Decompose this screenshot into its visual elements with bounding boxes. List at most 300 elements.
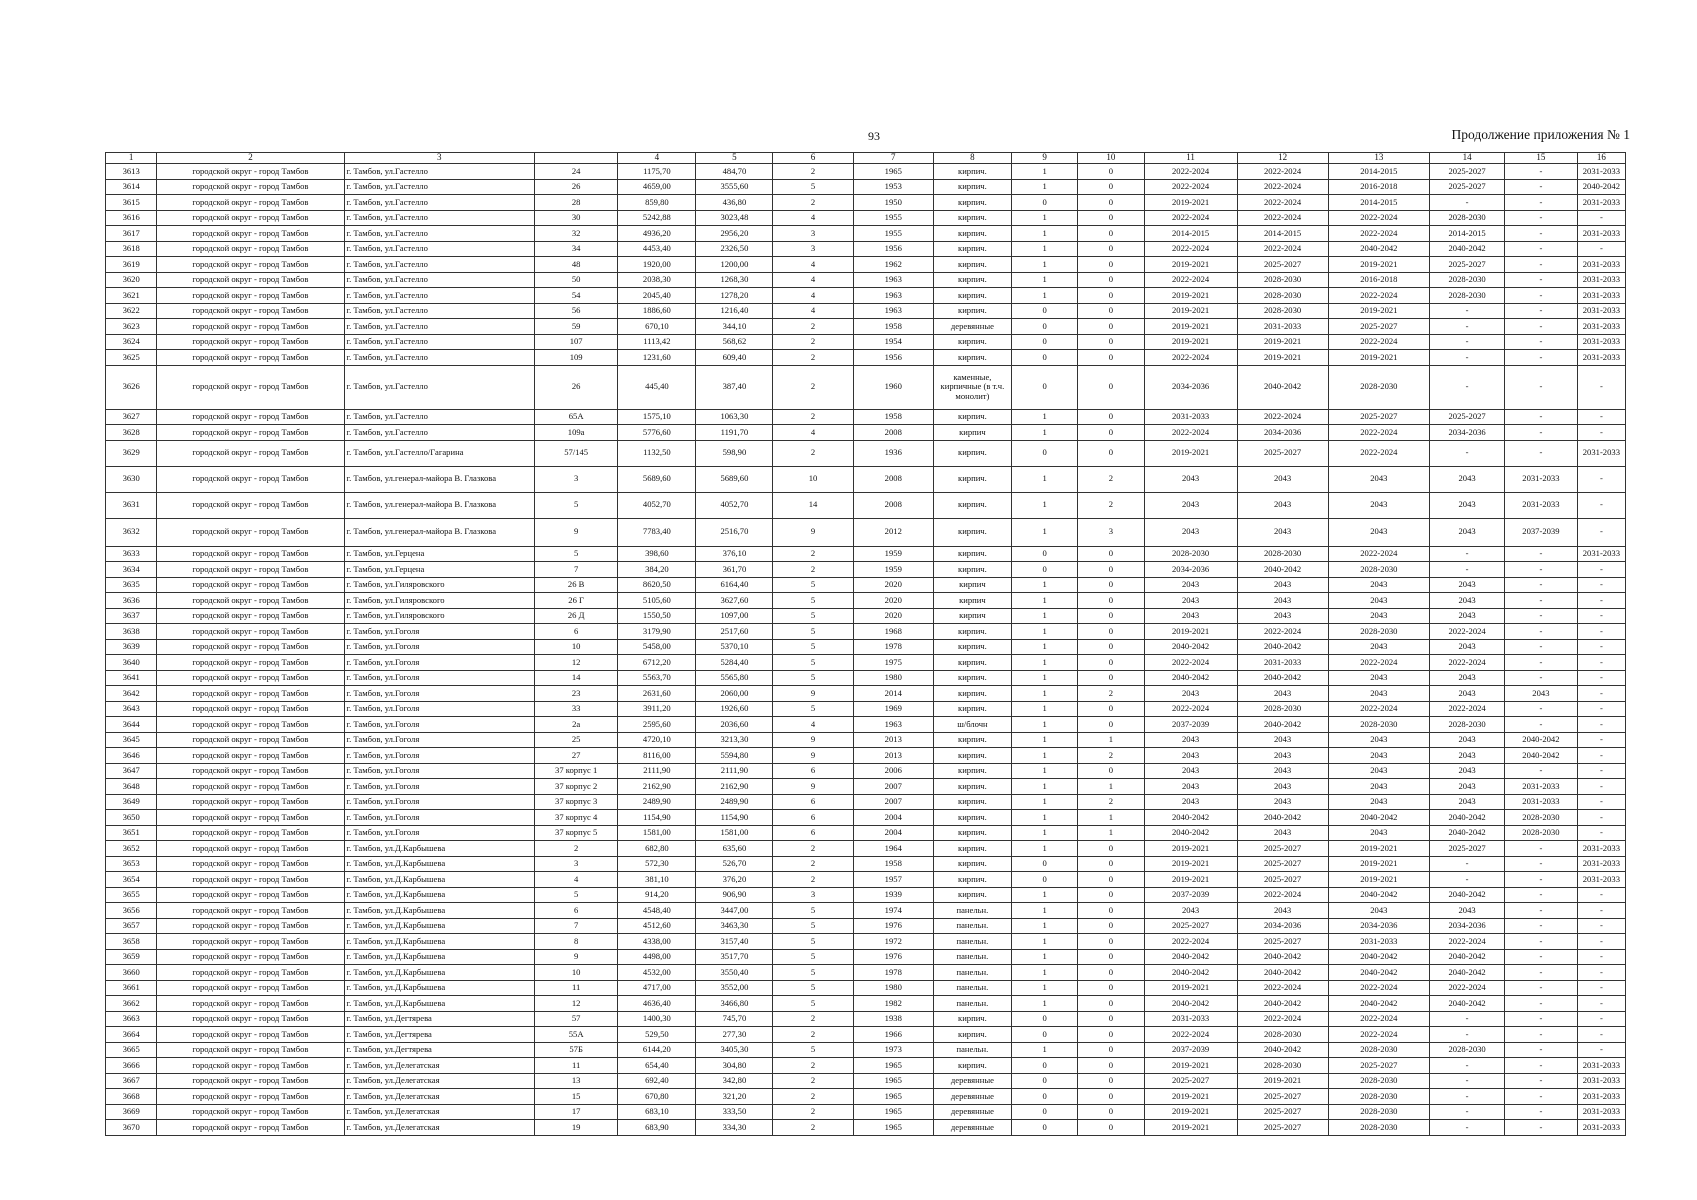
col-14-cell: 2034-2036 [1430,918,1505,934]
build-year-cell: 1969 [853,701,933,717]
col-13-cell: 2028-2030 [1328,624,1430,640]
floors-cell: 5 [773,934,853,950]
col-11-cell: 2034-2036 [1144,365,1237,409]
living-area-cell: 2162,90 [696,779,773,795]
row-number-cell: 3658 [106,934,157,950]
floors-cell: 2 [773,350,853,366]
col-10-cell: 0 [1078,639,1144,655]
build-year-cell: 2020 [853,577,933,593]
column-number-header: 12 [1237,153,1328,164]
build-year-cell: 1966 [853,1027,933,1043]
municipality-cell: городской округ - город Тамбов [157,288,344,304]
table-row [106,179,1626,195]
address-cell: г. Тамбов, ул.Д.Карбышева [344,872,534,888]
living-area-cell: 3463,30 [696,918,773,934]
address-cell: г. Тамбов, ул.Дегтярева [344,1011,534,1027]
col-14-cell: 2028-2030 [1430,717,1505,733]
col-16-cell: 2031-2033 [1577,334,1625,350]
total-area-cell: 5776,60 [618,425,696,441]
col-16-cell: 2031-2033 [1577,272,1625,288]
floors-cell: 2 [773,164,853,180]
house-number-cell: 57/145 [534,440,617,466]
house-number-cell: 65А [534,409,617,425]
build-year-cell: 2014 [853,686,933,702]
col-15-cell: 2040-2042 [1505,732,1578,748]
house-number-cell: 11 [534,980,617,996]
col-15-cell: - [1505,887,1578,903]
column-number-header: 15 [1505,153,1578,164]
col-12-cell: 2040-2042 [1237,1042,1328,1058]
col-10-cell: 0 [1078,1042,1144,1058]
col-10-cell: 2 [1078,748,1144,764]
row-number-cell: 3640 [106,655,157,671]
col-11-cell: 2040-2042 [1144,810,1237,826]
col-15-cell: - [1505,701,1578,717]
col-11-cell: 2019-2021 [1144,856,1237,872]
floors-cell: 2 [773,1011,853,1027]
house-number-cell: 7 [534,562,617,578]
table-row [106,492,1626,518]
wall-material-cell: кирпич. [933,887,1011,903]
wall-material-cell: кирпич. [933,492,1011,518]
col-9-cell: 0 [1011,1089,1077,1105]
row-number-cell: 3630 [106,466,157,492]
address-cell: г. Тамбов, ул.Гиляровского [344,608,534,624]
table-row [106,195,1626,211]
total-area-cell: 4659,00 [618,179,696,195]
col-16-cell: 2031-2033 [1577,1120,1625,1136]
house-number-cell: 26 Г [534,593,617,609]
col-13-cell: 2022-2024 [1328,980,1430,996]
floors-cell: 2 [773,440,853,466]
wall-material-cell: деревянные [933,1089,1011,1105]
col-14-cell: 2040-2042 [1430,810,1505,826]
address-cell: г. Тамбов, ул.Гастелло [344,303,534,319]
col-14-cell: 2043 [1430,466,1505,492]
floors-cell: 3 [773,226,853,242]
col-10-cell: 0 [1078,303,1144,319]
municipality-cell: городской округ - город Тамбов [157,810,344,826]
col-9-cell: 1 [1011,841,1077,857]
col-13-cell: 2043 [1328,794,1430,810]
col-15-cell: - [1505,934,1578,950]
wall-material-cell: кирпич. [933,350,1011,366]
floors-cell: 5 [773,965,853,981]
total-area-cell: 4717,00 [618,980,696,996]
living-area-cell: 321,20 [696,1089,773,1105]
municipality-cell: городской округ - город Тамбов [157,546,344,562]
municipality-cell: городской округ - город Тамбов [157,272,344,288]
col-11-cell: 2040-2042 [1144,670,1237,686]
build-year-cell: 1959 [853,546,933,562]
municipality-cell: городской округ - город Тамбов [157,1120,344,1136]
col-12-cell: 2019-2021 [1237,1073,1328,1089]
col-13-cell: 2040-2042 [1328,887,1430,903]
house-number-cell: 28 [534,195,617,211]
row-number-cell: 3652 [106,841,157,857]
col-13-cell: 2043 [1328,518,1430,546]
col-11-cell: 2043 [1144,492,1237,518]
living-area-cell: 1278,20 [696,288,773,304]
build-year-cell: 1963 [853,272,933,288]
col-15-cell: - [1505,841,1578,857]
col-10-cell: 0 [1078,887,1144,903]
col-16-cell: - [1577,365,1625,409]
total-area-cell: 445,40 [618,365,696,409]
col-10-cell: 0 [1078,856,1144,872]
row-number-cell: 3660 [106,965,157,981]
col-14-cell: 2043 [1430,732,1505,748]
build-year-cell: 2007 [853,779,933,795]
col-15-cell: - [1505,241,1578,257]
column-number-header: 11 [1144,153,1237,164]
table-row [106,546,1626,562]
col-15-cell: - [1505,1104,1578,1120]
row-number-cell: 3637 [106,608,157,624]
col-15-cell: 2028-2030 [1505,810,1578,826]
col-9-cell: 1 [1011,763,1077,779]
table-row [106,350,1626,366]
house-number-cell: 9 [534,949,617,965]
municipality-cell: городской округ - город Тамбов [157,1058,344,1074]
house-number-cell: 59 [534,319,617,335]
living-area-cell: 3550,40 [696,965,773,981]
row-number-cell: 3650 [106,810,157,826]
build-year-cell: 1968 [853,624,933,640]
address-cell: г. Тамбов, ул.Гоголя [344,701,534,717]
col-10-cell: 1 [1078,779,1144,795]
address-cell: г. Тамбов, ул.Д.Карбышева [344,965,534,981]
col-11-cell: 2043 [1144,518,1237,546]
total-area-cell: 1886,60 [618,303,696,319]
col-11-cell: 2040-2042 [1144,825,1237,841]
col-12-cell: 2043 [1237,492,1328,518]
col-12-cell: 2043 [1237,794,1328,810]
col-9-cell: 1 [1011,794,1077,810]
municipality-cell: городской округ - город Тамбов [157,763,344,779]
address-cell: г. Тамбов, ул.Делегатская [344,1058,534,1074]
col-9-cell: 1 [1011,210,1077,226]
col-13-cell: 2028-2030 [1328,562,1430,578]
col-12-cell: 2043 [1237,518,1328,546]
col-10-cell: 0 [1078,195,1144,211]
col-15-cell: 2031-2033 [1505,779,1578,795]
build-year-cell: 1965 [853,164,933,180]
col-14-cell: - [1430,195,1505,211]
col-14-cell: 2028-2030 [1430,272,1505,288]
col-12-cell: 2043 [1237,466,1328,492]
col-10-cell: 0 [1078,872,1144,888]
row-number-cell: 3635 [106,577,157,593]
table-row [106,639,1626,655]
col-11-cell: 2014-2015 [1144,226,1237,242]
wall-material-cell: кирпич [933,425,1011,441]
col-16-cell: 2031-2033 [1577,1058,1625,1074]
total-area-cell: 1581,00 [618,825,696,841]
row-number-cell: 3623 [106,319,157,335]
municipality-cell: городской округ - город Тамбов [157,1011,344,1027]
total-area-cell: 4338,00 [618,934,696,950]
table-row [106,624,1626,640]
col-12-cell: 2019-2021 [1237,350,1328,366]
municipality-cell: городской округ - город Тамбов [157,965,344,981]
total-area-cell: 5105,60 [618,593,696,609]
col-10-cell: 0 [1078,1027,1144,1043]
col-10-cell: 0 [1078,980,1144,996]
house-number-cell: 12 [534,996,617,1012]
floors-cell: 9 [773,748,853,764]
address-cell: г. Тамбов, ул.Гастелло [344,334,534,350]
col-13-cell: 2028-2030 [1328,1120,1430,1136]
build-year-cell: 1973 [853,1042,933,1058]
municipality-cell: городской округ - город Тамбов [157,794,344,810]
floors-cell: 2 [773,856,853,872]
col-9-cell: 1 [1011,288,1077,304]
floors-cell: 2 [773,1073,853,1089]
col-13-cell: 2022-2024 [1328,1011,1430,1027]
col-12-cell: 2025-2027 [1237,1089,1328,1105]
wall-material-cell: кирпич. [933,440,1011,466]
col-11-cell: 2019-2021 [1144,257,1237,273]
build-year-cell: 1976 [853,918,933,934]
row-number-cell: 3615 [106,195,157,211]
living-area-cell: 526,70 [696,856,773,872]
col-13-cell: 2019-2021 [1328,856,1430,872]
table-row [106,257,1626,273]
house-number-cell: 24 [534,164,617,180]
municipality-cell: городской округ - город Тамбов [157,980,344,996]
build-year-cell: 1980 [853,670,933,686]
col-14-cell: 2043 [1430,593,1505,609]
row-number-cell: 3639 [106,639,157,655]
column-number-header: 3 [344,153,534,164]
col-9-cell: 1 [1011,701,1077,717]
col-14-cell: - [1430,303,1505,319]
col-15-cell: - [1505,210,1578,226]
build-year-cell: 1963 [853,288,933,304]
address-cell: г. Тамбов, ул.Гиляровского [344,593,534,609]
col-12-cell: 2043 [1237,825,1328,841]
col-10-cell: 0 [1078,841,1144,857]
build-year-cell: 2008 [853,425,933,441]
col-10-cell: 0 [1078,365,1144,409]
wall-material-cell: кирпич. [933,639,1011,655]
col-11-cell: 2043 [1144,732,1237,748]
living-area-cell: 333,50 [696,1104,773,1120]
wall-material-cell: кирпич [933,608,1011,624]
col-15-cell: - [1505,562,1578,578]
wall-material-cell: кирпич. [933,794,1011,810]
address-cell: г. Тамбов, ул.Гастелло [344,365,534,409]
address-cell: г. Тамбов, ул.Гоголя [344,655,534,671]
col-14-cell: 2040-2042 [1430,996,1505,1012]
col-14-cell: - [1430,856,1505,872]
address-cell: г. Тамбов, ул.Д.Карбышева [344,949,534,965]
table-row [106,949,1626,965]
floors-cell: 5 [773,996,853,1012]
wall-material-cell: кирпич. [933,686,1011,702]
municipality-cell: городской округ - город Тамбов [157,466,344,492]
col-16-cell: - [1577,980,1625,996]
col-14-cell: 2022-2024 [1430,624,1505,640]
col-14-cell: 2025-2027 [1430,841,1505,857]
address-cell: г. Тамбов, ул.Гастелло [344,288,534,304]
col-15-cell: - [1505,593,1578,609]
row-number-cell: 3633 [106,546,157,562]
col-9-cell: 1 [1011,810,1077,826]
wall-material-cell: кирпич. [933,562,1011,578]
municipality-cell: городской округ - город Тамбов [157,593,344,609]
col-10-cell: 0 [1078,918,1144,934]
build-year-cell: 1976 [853,949,933,965]
col-14-cell: 2040-2042 [1430,949,1505,965]
total-area-cell: 5563,70 [618,670,696,686]
wall-material-cell: кирпич. [933,825,1011,841]
col-9-cell: 0 [1011,319,1077,335]
floors-cell: 2 [773,1104,853,1120]
municipality-cell: городской округ - город Тамбов [157,841,344,857]
total-area-cell: 2595,60 [618,717,696,733]
build-year-cell: 1965 [853,1058,933,1074]
build-year-cell: 1965 [853,1073,933,1089]
address-cell: г. Тамбов, ул.Гастелло [344,350,534,366]
municipality-cell: городской округ - город Тамбов [157,164,344,180]
total-area-cell: 1113,42 [618,334,696,350]
col-12-cell: 2028-2030 [1237,546,1328,562]
col-11-cell: 2043 [1144,903,1237,919]
table-row [106,164,1626,180]
house-number-cell: 37 корпус 3 [534,794,617,810]
municipality-cell: городской округ - город Тамбов [157,425,344,441]
housing-table [105,152,1626,1136]
col-10-cell: 0 [1078,425,1144,441]
total-area-cell: 692,40 [618,1073,696,1089]
total-area-cell: 529,50 [618,1027,696,1043]
col-14-cell: 2043 [1430,608,1505,624]
living-area-cell: 2111,90 [696,763,773,779]
floors-cell: 2 [773,546,853,562]
col-13-cell: 2028-2030 [1328,1042,1430,1058]
column-number-header: 8 [933,153,1011,164]
col-10-cell: 0 [1078,272,1144,288]
build-year-cell: 1955 [853,226,933,242]
house-number-cell: 4 [534,872,617,888]
wall-material-cell: кирпич. [933,655,1011,671]
house-number-cell: 32 [534,226,617,242]
appendix-label: Продолжение приложения № 1 [1451,127,1630,142]
wall-material-cell: кирпич. [933,624,1011,640]
wall-material-cell: панельн. [933,934,1011,950]
col-16-cell: 2031-2033 [1577,546,1625,562]
address-cell: г. Тамбов, ул.Гастелло [344,179,534,195]
col-10-cell: 1 [1078,825,1144,841]
col-14-cell: - [1430,365,1505,409]
col-11-cell: 2019-2021 [1144,440,1237,466]
address-cell: г. Тамбов, ул.Дегтярева [344,1042,534,1058]
wall-material-cell: кирпич. [933,763,1011,779]
col-12-cell: 2040-2042 [1237,639,1328,655]
municipality-cell: городской округ - город Тамбов [157,934,344,950]
total-area-cell: 670,80 [618,1089,696,1105]
col-15-cell: - [1505,303,1578,319]
col-11-cell: 2025-2027 [1144,1073,1237,1089]
col-14-cell: - [1430,1027,1505,1043]
total-area-cell: 3179,90 [618,624,696,640]
house-number-cell: 109 [534,350,617,366]
col-10-cell: 0 [1078,241,1144,257]
col-14-cell: - [1430,1011,1505,1027]
col-11-cell: 2037-2039 [1144,887,1237,903]
wall-material-cell: кирпич. [933,732,1011,748]
municipality-cell: городской округ - город Тамбов [157,440,344,466]
col-9-cell: 1 [1011,934,1077,950]
municipality-cell: городской округ - город Тамбов [157,562,344,578]
col-13-cell: 2028-2030 [1328,717,1430,733]
living-area-cell: 3405,30 [696,1042,773,1058]
living-area-cell: 1268,30 [696,272,773,288]
house-number-cell: 26 [534,365,617,409]
col-14-cell: - [1430,1089,1505,1105]
col-16-cell: 2031-2033 [1577,841,1625,857]
address-cell: г. Тамбов, ул.Д.Карбышева [344,887,534,903]
table-row [106,562,1626,578]
table-row [106,655,1626,671]
col-13-cell: 2028-2030 [1328,1073,1430,1089]
address-cell: г. Тамбов, ул.Гиляровского [344,577,534,593]
house-number-cell: 37 корпус 5 [534,825,617,841]
col-12-cell: 2028-2030 [1237,272,1328,288]
col-15-cell: 2028-2030 [1505,825,1578,841]
floors-cell: 5 [773,608,853,624]
col-10-cell: 1 [1078,732,1144,748]
col-9-cell: 0 [1011,856,1077,872]
table-row [106,825,1626,841]
col-15-cell: - [1505,350,1578,366]
municipality-cell: городской округ - город Тамбов [157,241,344,257]
address-cell: г. Тамбов, ул.генерал-майора В. Глазкова [344,466,534,492]
row-number-cell: 3617 [106,226,157,242]
col-11-cell: 2043 [1144,794,1237,810]
col-12-cell: 2022-2024 [1237,1011,1328,1027]
col-11-cell: 2022-2024 [1144,241,1237,257]
col-13-cell: 2022-2024 [1328,701,1430,717]
col-9-cell: 1 [1011,949,1077,965]
col-15-cell: - [1505,1011,1578,1027]
col-15-cell: - [1505,949,1578,965]
municipality-cell: городской округ - город Тамбов [157,1027,344,1043]
col-12-cell: 2043 [1237,577,1328,593]
total-area-cell: 4512,60 [618,918,696,934]
col-11-cell: 2037-2039 [1144,717,1237,733]
municipality-cell: городской округ - город Тамбов [157,779,344,795]
wall-material-cell: кирпич. [933,303,1011,319]
house-number-cell: 12 [534,655,617,671]
column-number-header: 16 [1577,153,1625,164]
house-number-cell: 9 [534,518,617,546]
table-row [106,1104,1626,1120]
municipality-cell: городской округ - город Тамбов [157,717,344,733]
total-area-cell: 4636,40 [618,996,696,1012]
build-year-cell: 1964 [853,841,933,857]
col-15-cell: 2031-2033 [1505,466,1578,492]
house-number-cell: 2а [534,717,617,733]
col-12-cell: 2022-2024 [1237,179,1328,195]
col-9-cell: 1 [1011,639,1077,655]
living-area-cell: 361,70 [696,562,773,578]
col-11-cell: 2022-2024 [1144,655,1237,671]
address-cell: г. Тамбов, ул.Д.Карбышева [344,996,534,1012]
table-row [106,841,1626,857]
